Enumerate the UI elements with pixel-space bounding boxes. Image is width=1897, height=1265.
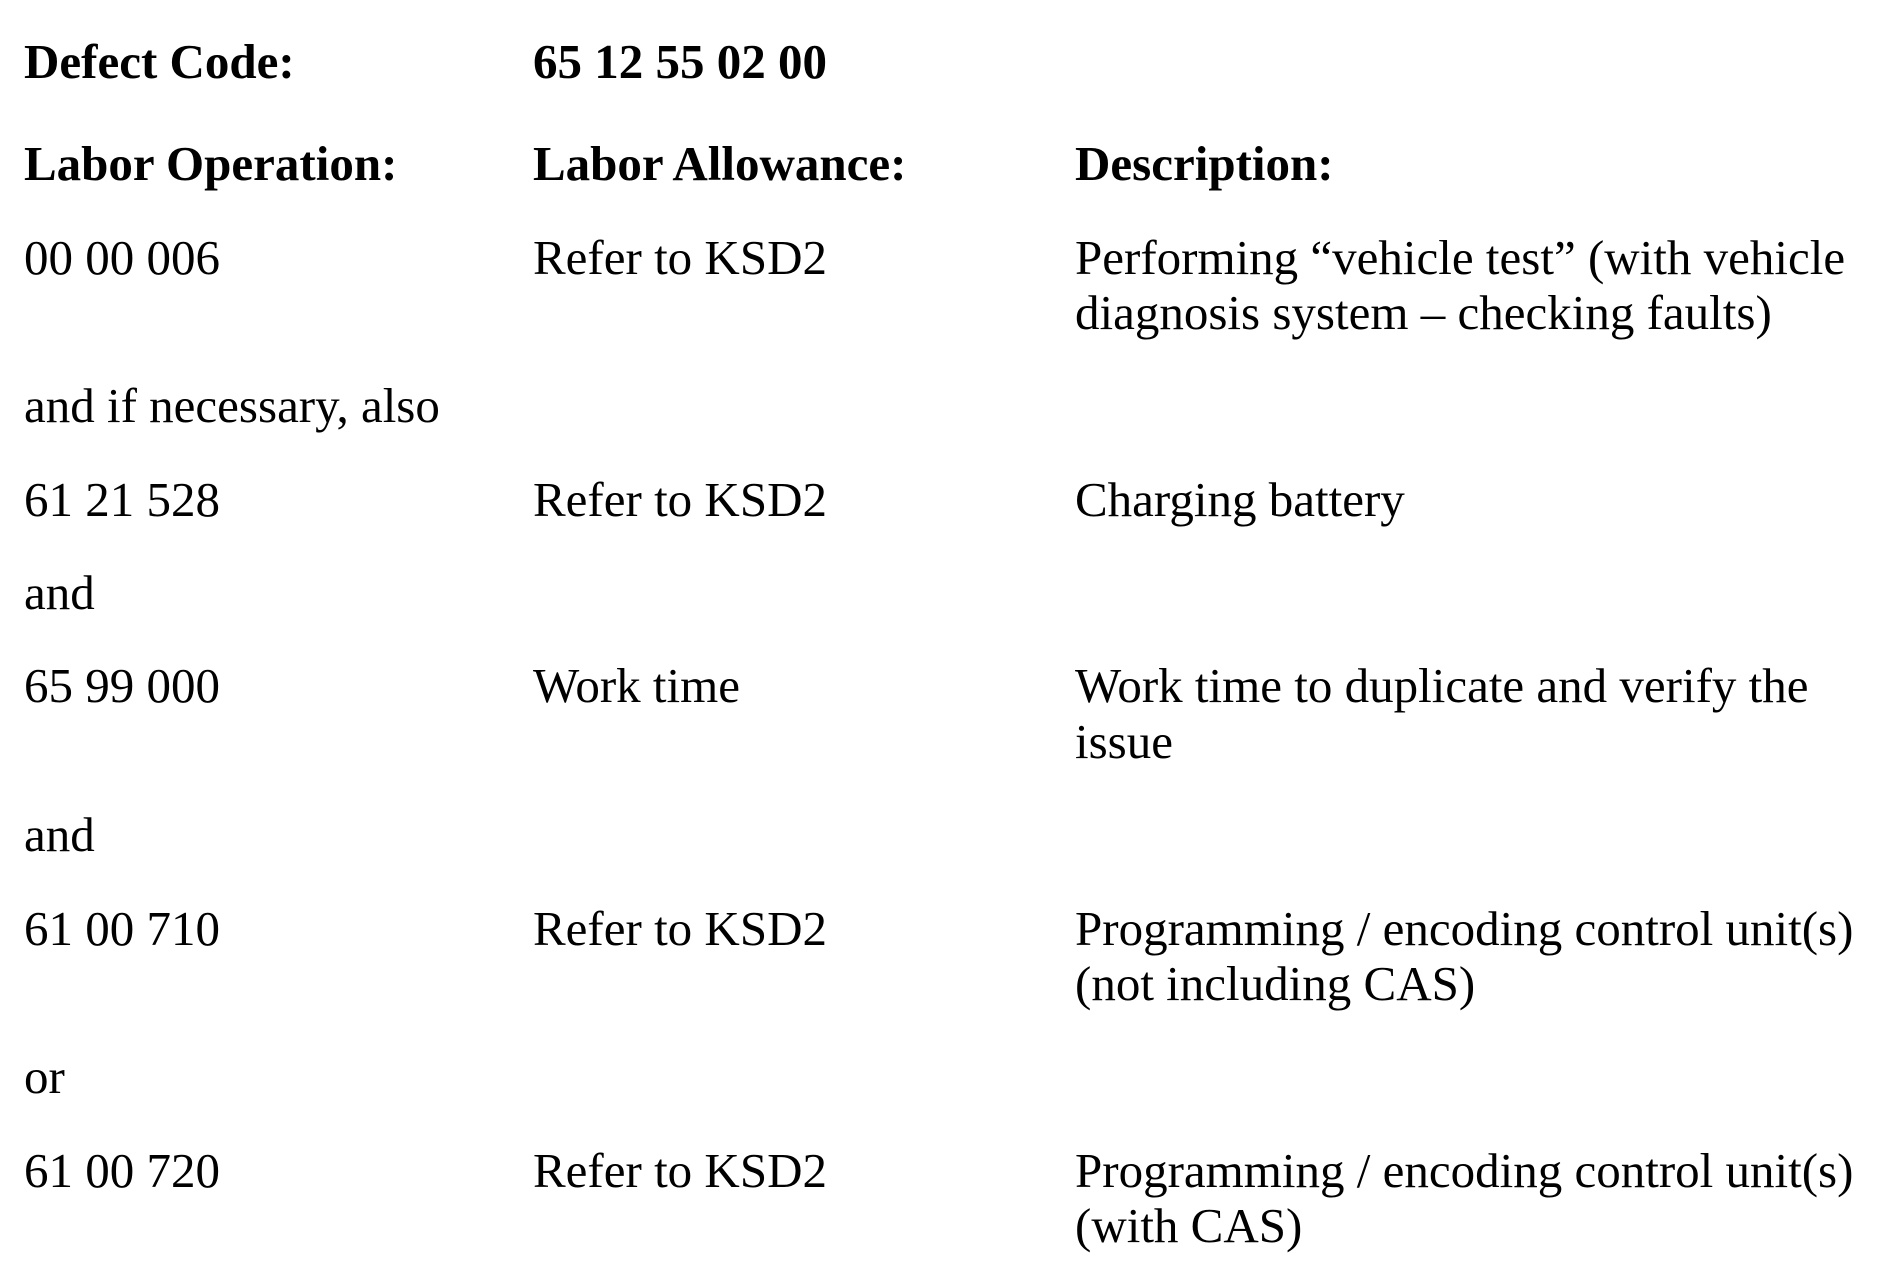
defect-code-value: 65 12 55 02 00	[533, 34, 827, 89]
description-line: diagnosis system – checking faults)	[1075, 285, 1772, 340]
connector-text: and	[24, 565, 95, 620]
description-line: Work time to duplicate and verify the	[1075, 658, 1809, 713]
description-heading: Description:	[1075, 136, 1334, 191]
description-line: Programming / encoding control unit(s)	[1075, 1143, 1854, 1198]
labor-operation-code: 61 00 720	[24, 1143, 220, 1198]
connector-text: and	[24, 807, 95, 862]
labor-operation-heading: Labor Operation:	[24, 136, 398, 191]
labor-operation-code: 61 00 710	[24, 901, 220, 956]
labor-allowance-value: Refer to KSD2	[533, 901, 827, 956]
defect-code-label: Defect Code:	[24, 34, 295, 89]
description-line: Charging battery	[1075, 472, 1405, 527]
labor-allowance-heading: Labor Allowance:	[533, 136, 907, 191]
connector-text: or	[24, 1049, 65, 1104]
labor-allowance-value: Refer to KSD2	[533, 1143, 827, 1198]
description-line: Performing “vehicle test” (with vehicle	[1075, 230, 1846, 285]
labor-allowance-value: Refer to KSD2	[533, 472, 827, 527]
connector-text: and if necessary, also	[24, 378, 440, 433]
labor-allowance-value: Refer to KSD2	[533, 230, 827, 285]
labor-operation-code: 00 00 006	[24, 230, 220, 285]
labor-operation-code: 61 21 528	[24, 472, 220, 527]
description-line: (not including CAS)	[1075, 956, 1476, 1011]
labor-operation-code: 65 99 000	[24, 658, 220, 713]
labor-allowance-value: Work time	[533, 658, 740, 713]
description-line: issue	[1075, 714, 1173, 769]
description-line: (with CAS)	[1075, 1198, 1303, 1253]
description-line: Programming / encoding control unit(s)	[1075, 901, 1854, 956]
